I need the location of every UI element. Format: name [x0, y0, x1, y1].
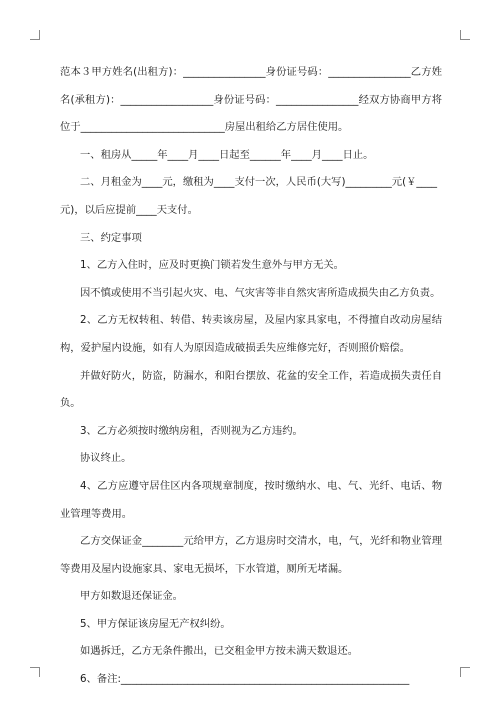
crop-mark-bottom-right-v: [460, 667, 461, 677]
crop-mark-top-right-h: [460, 39, 470, 40]
text-line: 位于____________________________房屋出租给乙方居住使用。: [60, 121, 349, 134]
text-line: 负。: [60, 397, 81, 410]
text-line: 因不慎或使用不当引起火灾、电、气灾害等非自然灾害所造成损失由乙方负责。: [80, 286, 441, 299]
text-line: 协议终止。: [80, 452, 132, 465]
crop-mark-bottom-left-v: [39, 667, 40, 677]
text-line: 2、乙方无权转租、转借、转卖该房屋，及屋内家具家电，不得擅自改动房屋结: [80, 314, 442, 327]
text-line: 元)，以后应提前____天支付。: [60, 203, 198, 216]
text-line: 5、甲方保证该房屋无产权纠纷。: [80, 617, 231, 630]
text-line: 二、月租金为____元，缴租为____支付一次，人民币(大写)_________元(￥____: [80, 176, 437, 189]
crop-mark-top-right-v: [460, 30, 461, 40]
text-line: 构，爱护屋内设施，如有人为原因造成破损丢失应维修完好，否则照价赔偿。: [60, 341, 411, 354]
crop-mark-bottom-right-h: [460, 667, 470, 668]
text-line: 如遇拆迁，乙方无条件搬出，已交租金甲方按未满天数退还。: [80, 645, 359, 658]
text-line: 业管理等费用。: [60, 507, 133, 520]
text-line: 三、约定事项: [80, 231, 142, 244]
document-page: [60, 66, 442, 701]
text-line: 并做好防火，防盗，防漏水，和阳台摆放、花盆的安全工作，若造成损失责任自: [80, 369, 442, 382]
text-line: 一、租房从_____年____月____日起至______年____月____日止。: [80, 148, 374, 161]
crop-mark-top-left-v: [39, 30, 40, 40]
text-line: 范本３甲方姓名(出租方)：________________身份证号码：________________乙方姓: [60, 66, 442, 78]
text-line: 乙方交保证金________元给甲方，乙方退房时交清水，电，气，光纤和物业管理: [80, 535, 442, 548]
text-line: 名(承租方)：__________________身份证号码：________________经双方协商甲方将: [60, 93, 442, 106]
text-line: 1、乙方入住时，应及时更换门锁若发生意外与甲方无关。: [80, 259, 344, 272]
text-line: 甲方如数退还保证金。: [80, 590, 183, 603]
text-line: 等费用及屋内设施家具、家电无损坏，下水管道，厕所无堵漏。: [60, 562, 349, 575]
text-line: 3、乙方必须按时缴纳房租，否则视为乙方违约。: [80, 424, 303, 437]
text-line: 6、备注:________________________________________________________: [80, 673, 410, 686]
text-line: 4、乙方应遵守居住区内各项规章制度，按时缴纳水、电、气、光纤、电话、物: [80, 479, 442, 492]
